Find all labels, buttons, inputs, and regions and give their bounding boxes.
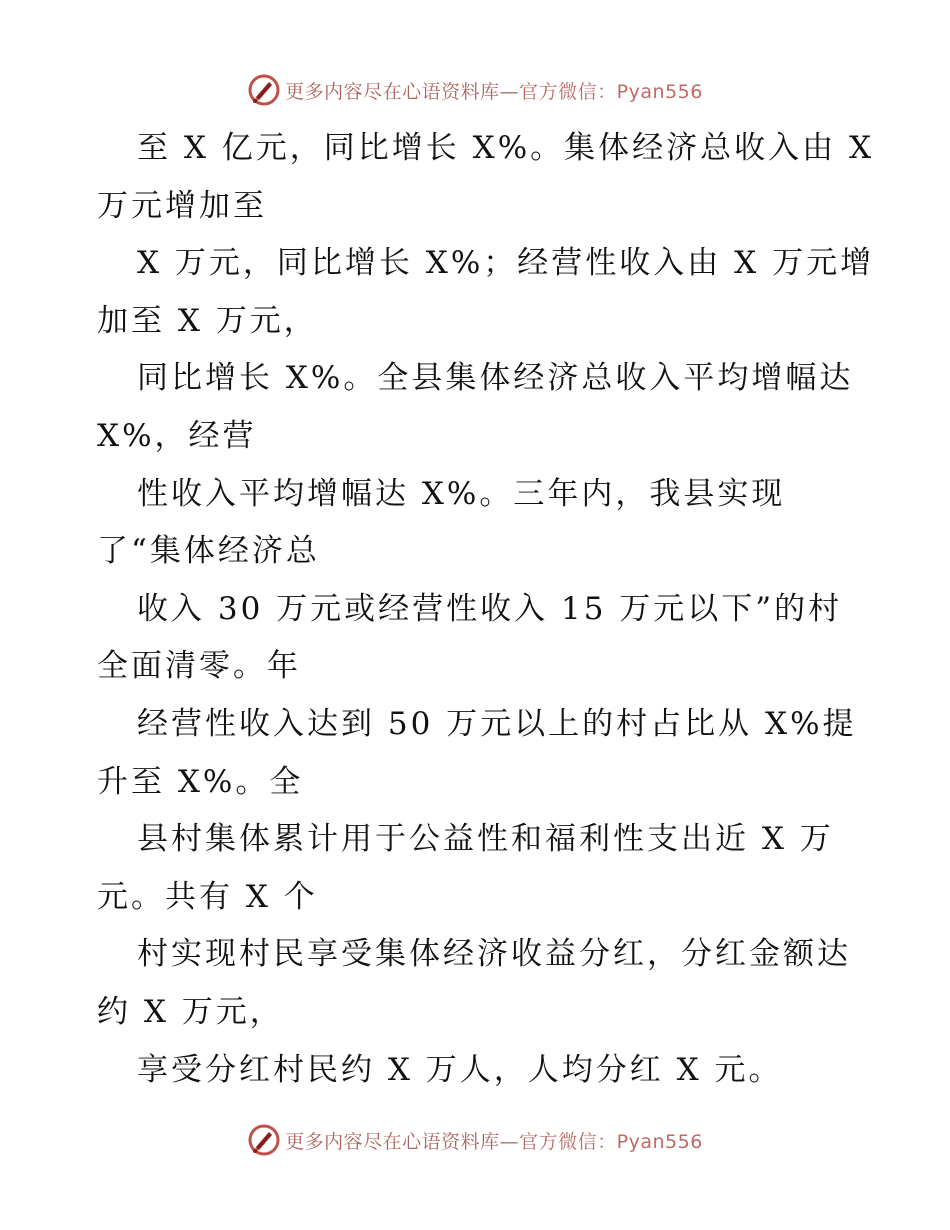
header-separator: —	[499, 80, 520, 103]
text-line: 享受分红村民约 X 万人，人均分红 X 元。	[137, 1051, 783, 1088]
text-line: 经营性收入达到 50 万元以上的村占比从 X%提	[137, 705, 857, 742]
page-header-banner	[0, 70, 950, 110]
header-text	[285, 77, 703, 104]
text-line: 同比增长 X%。全县集体经济总收入平均增幅达	[137, 360, 854, 397]
text-line: 约 X 万元，	[97, 993, 284, 1030]
footer-site-text: 更多内容尽在心语资料库	[285, 1130, 500, 1153]
text-line: 升至 X%。全	[97, 763, 304, 800]
page-footer-banner	[0, 1120, 950, 1160]
header-wechat-text: 官方微信：Pyan556	[519, 80, 703, 103]
text-line: 了“集体经济总	[97, 533, 320, 570]
header-site-text: 更多内容尽在心语资料库	[285, 80, 500, 103]
text-line: 性收入平均增幅达 X%。三年内，我县实现	[137, 475, 786, 512]
footer-wechat-text: 官方微信：Pyan556	[519, 1130, 703, 1153]
text-line: X 万元，同比增长 X%；经营性收入由 X 万元增	[137, 245, 875, 282]
pen-circle-logo-icon	[247, 73, 281, 107]
text-line: 全面清零。年	[97, 648, 301, 685]
text-line: 万元增加至	[97, 187, 267, 224]
text-line: 收入 30 万元或经营性收入 15 万元以下”的村	[137, 590, 843, 627]
text-line: 元。共有 X 个	[97, 878, 318, 915]
document-body	[97, 120, 875, 1099]
text-line: X%，经营	[97, 417, 257, 454]
text-line: 至 X 亿元，同比增长 X%。集体经济总收入由 X	[137, 130, 875, 166]
footer-separator: —	[499, 1130, 520, 1153]
pen-circle-logo-icon	[247, 1123, 281, 1157]
text-line: 加至 X 万元，	[97, 302, 318, 339]
text-line: 县村集体累计用于公益性和福利性支出近 X 万	[137, 821, 834, 858]
text-line: 村实现村民享受集体经济收益分红，分红金额达	[137, 936, 851, 973]
footer-text	[285, 1127, 703, 1154]
